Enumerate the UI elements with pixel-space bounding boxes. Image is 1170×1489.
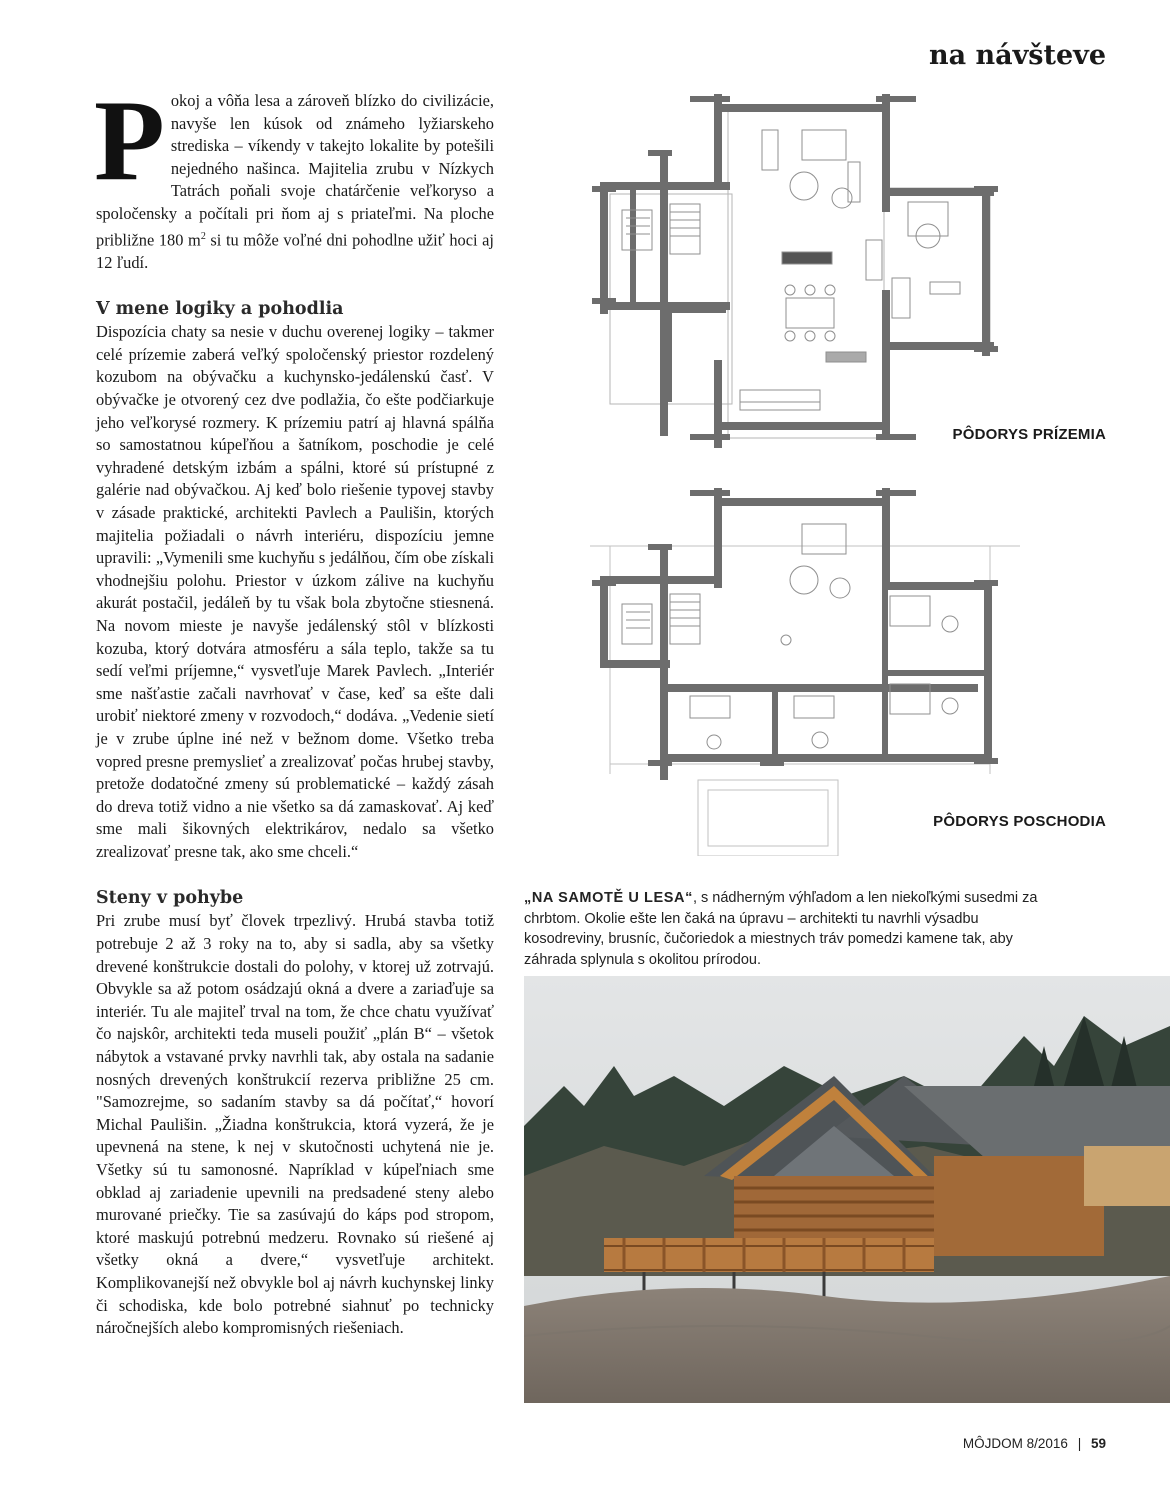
intro-line-3: lyžiarskeho strediska – víkendy v takejto: [170, 113, 494, 156]
upper-plan-label: PÔDORYS POSCHODIA: [933, 813, 1106, 830]
photo-caption: [524, 888, 1044, 970]
intro-rest: Majitelia zrubu v Nízkych Tatrách poňali svoje chatárčenie veľkoryso a spoločensky a počítali pri ňom aj s priateľmi. Na ploche približne 180 m: [96, 158, 494, 250]
intro-line-2: civilizácie, navyše len kúsok od známeho: [170, 91, 494, 133]
intro-paragraph: [94, 77, 494, 274]
intro-line-1: okoj a vôňa lesa a zároveň blízko do: [170, 91, 418, 110]
caption-lead: „NA SAMOTĚ U LESA“: [524, 890, 693, 906]
magazine-issue: MÔJDOM 8/2016: [962, 1436, 1068, 1451]
footer-separator: |: [1077, 1436, 1082, 1451]
caption-text: , s nádherným výhľadom a len niekoľkými susedmi za chrbtom. Okolie ešte len čaká na úpravu – architekti tu navrhli výsadbu kosodreviny, brusníc, čučoriedok a miestnych tráv pomedzi kamene tak, aby záhrada splynula s okolitou prírodou.: [524, 890, 1038, 968]
heading-logic: V mene logiky a pohodlia: [96, 299, 344, 320]
log-cabin-photo: [524, 976, 1170, 1403]
superscript-2: 2: [200, 230, 206, 242]
article-column: [94, 77, 494, 1340]
intro-line-4: lokalite by potešili nejedného našinca.: [170, 136, 494, 178]
page-number: 59: [1090, 1436, 1106, 1451]
upper-floor-plan: [590, 484, 1020, 856]
paragraph-walls: Pri zrube musí byť človek trpezlivý. Hrubá stavba totiž potrebuje 2 až 3 roky na to, aby si sadla, aby sa všetky drevené konštrukcie dostali do polohy, v ktorej už zotrvajú. Obvykle sa až potom osádzajú okná a dvere a zariaďuje sa interiér. Tu ale majiteľ trval na tom, že chce chatu využívať čo najskôr, architekti teda museli použiť „plán B“ – všetok nábytok a vstavané prvky navrhli tak, aby ostala na sadanie nosných drevených konštrukcií rezerva približne 25 cm. "Samozrejme, so sadaním stavby sa dá počítať,“ hovorí Michal Paulišin. „Žiadna konštrukcia, ktorá vyzerá, že je upevnená na stene, k nej v skutočnosti uchytená nie je. Všetky sú tu samonosné. Napríklad v kúpeľniach sme obklad aj zariadenie upevnili na predsadené steny alebo murované priečky. Tie sa zasúvajú do káps pod stropom, ktoré maskujú potrebnú medzeru. Rovnako sú riešené aj všetky okná a dvere,“ vysvetľuje architekt. Komplikovanejší než obvykle bol aj návrh kuchynskej linky či schodiska, kde bolo potrebné siahnuť po technicky náročnejších alebo kompromisných riešeniach.: [96, 911, 494, 1338]
page-footer: [963, 1436, 1106, 1451]
ground-plan-label: PÔDORYS PRÍZEMIA: [952, 426, 1106, 443]
paragraph-logic: Dispozícia chaty sa nesie v duchu overenej logiky – takmer celé prízemie zaberá veľký spoločenský priestor rozdelený kozubom na obývačku a kuchynsko-jedálenskú časť. V obývačke je otvorený cez dve podlažia, čo ešte podčiarkuje jeho veľkorysé rozmery. K prízemiu patrí aj hlavná spálňa so samostatnou kúpeľňou a šatníkom, poschodie je celé vyhradené detským izbám a spálni, ktoré sú prístupné z galérie nad obývačkou. Aj keď bolo riešenie typovej stavby v zásade praktické, architekti Pavlech a Paulišin, ktorých majitelia požiadali o návrh interiéru, dispozíciu jemne upravili: „Vymenili sme kuchyňu s jedálňou, čím obe získali vhodnejšiu polohu. Priestor v úzkom zálive na kuchyňu akurát postačil, jedáleň by tu však bola zbytočne stiesnená. Na novom mieste je navyše jedálenský stôl v blízkosti kozuba, ktorý dotvára atmosféru a sála teplo, takže sa tu sedí veľmi príjemne,“ vysvetľuje Marek Pavlech. „Interiér sme našťastie začali navrhovať v čase, keď sa ešte dali urobiť niektoré zmeny v rozvodoch,“ dodáva. „Vedenie sietí je v zrube úplne iné než v bežnom dome. Všetko treba vopred presne premyslieť a zrealizovať počas hrubej stavby, pretože dodatočné zmeny sú problematické – každý zásah do dreva totiž vidno a nie všetko sa dá zamaskovať. Aj keď sme mali šikovných elektrikárov, nedalo sa všetko zrealizovať presne tak, ako sme chceli.“: [96, 322, 494, 861]
ground-floor-plan: [590, 90, 1020, 452]
heading-walls: Steny v pohybe: [96, 888, 244, 909]
dropcap: P: [94, 77, 165, 205]
intro-rest-b: si tu môže voľné dni pohodlne užiť hoci aj 12 ľudí.: [96, 230, 494, 272]
section-title: na návšteve: [928, 40, 1106, 71]
